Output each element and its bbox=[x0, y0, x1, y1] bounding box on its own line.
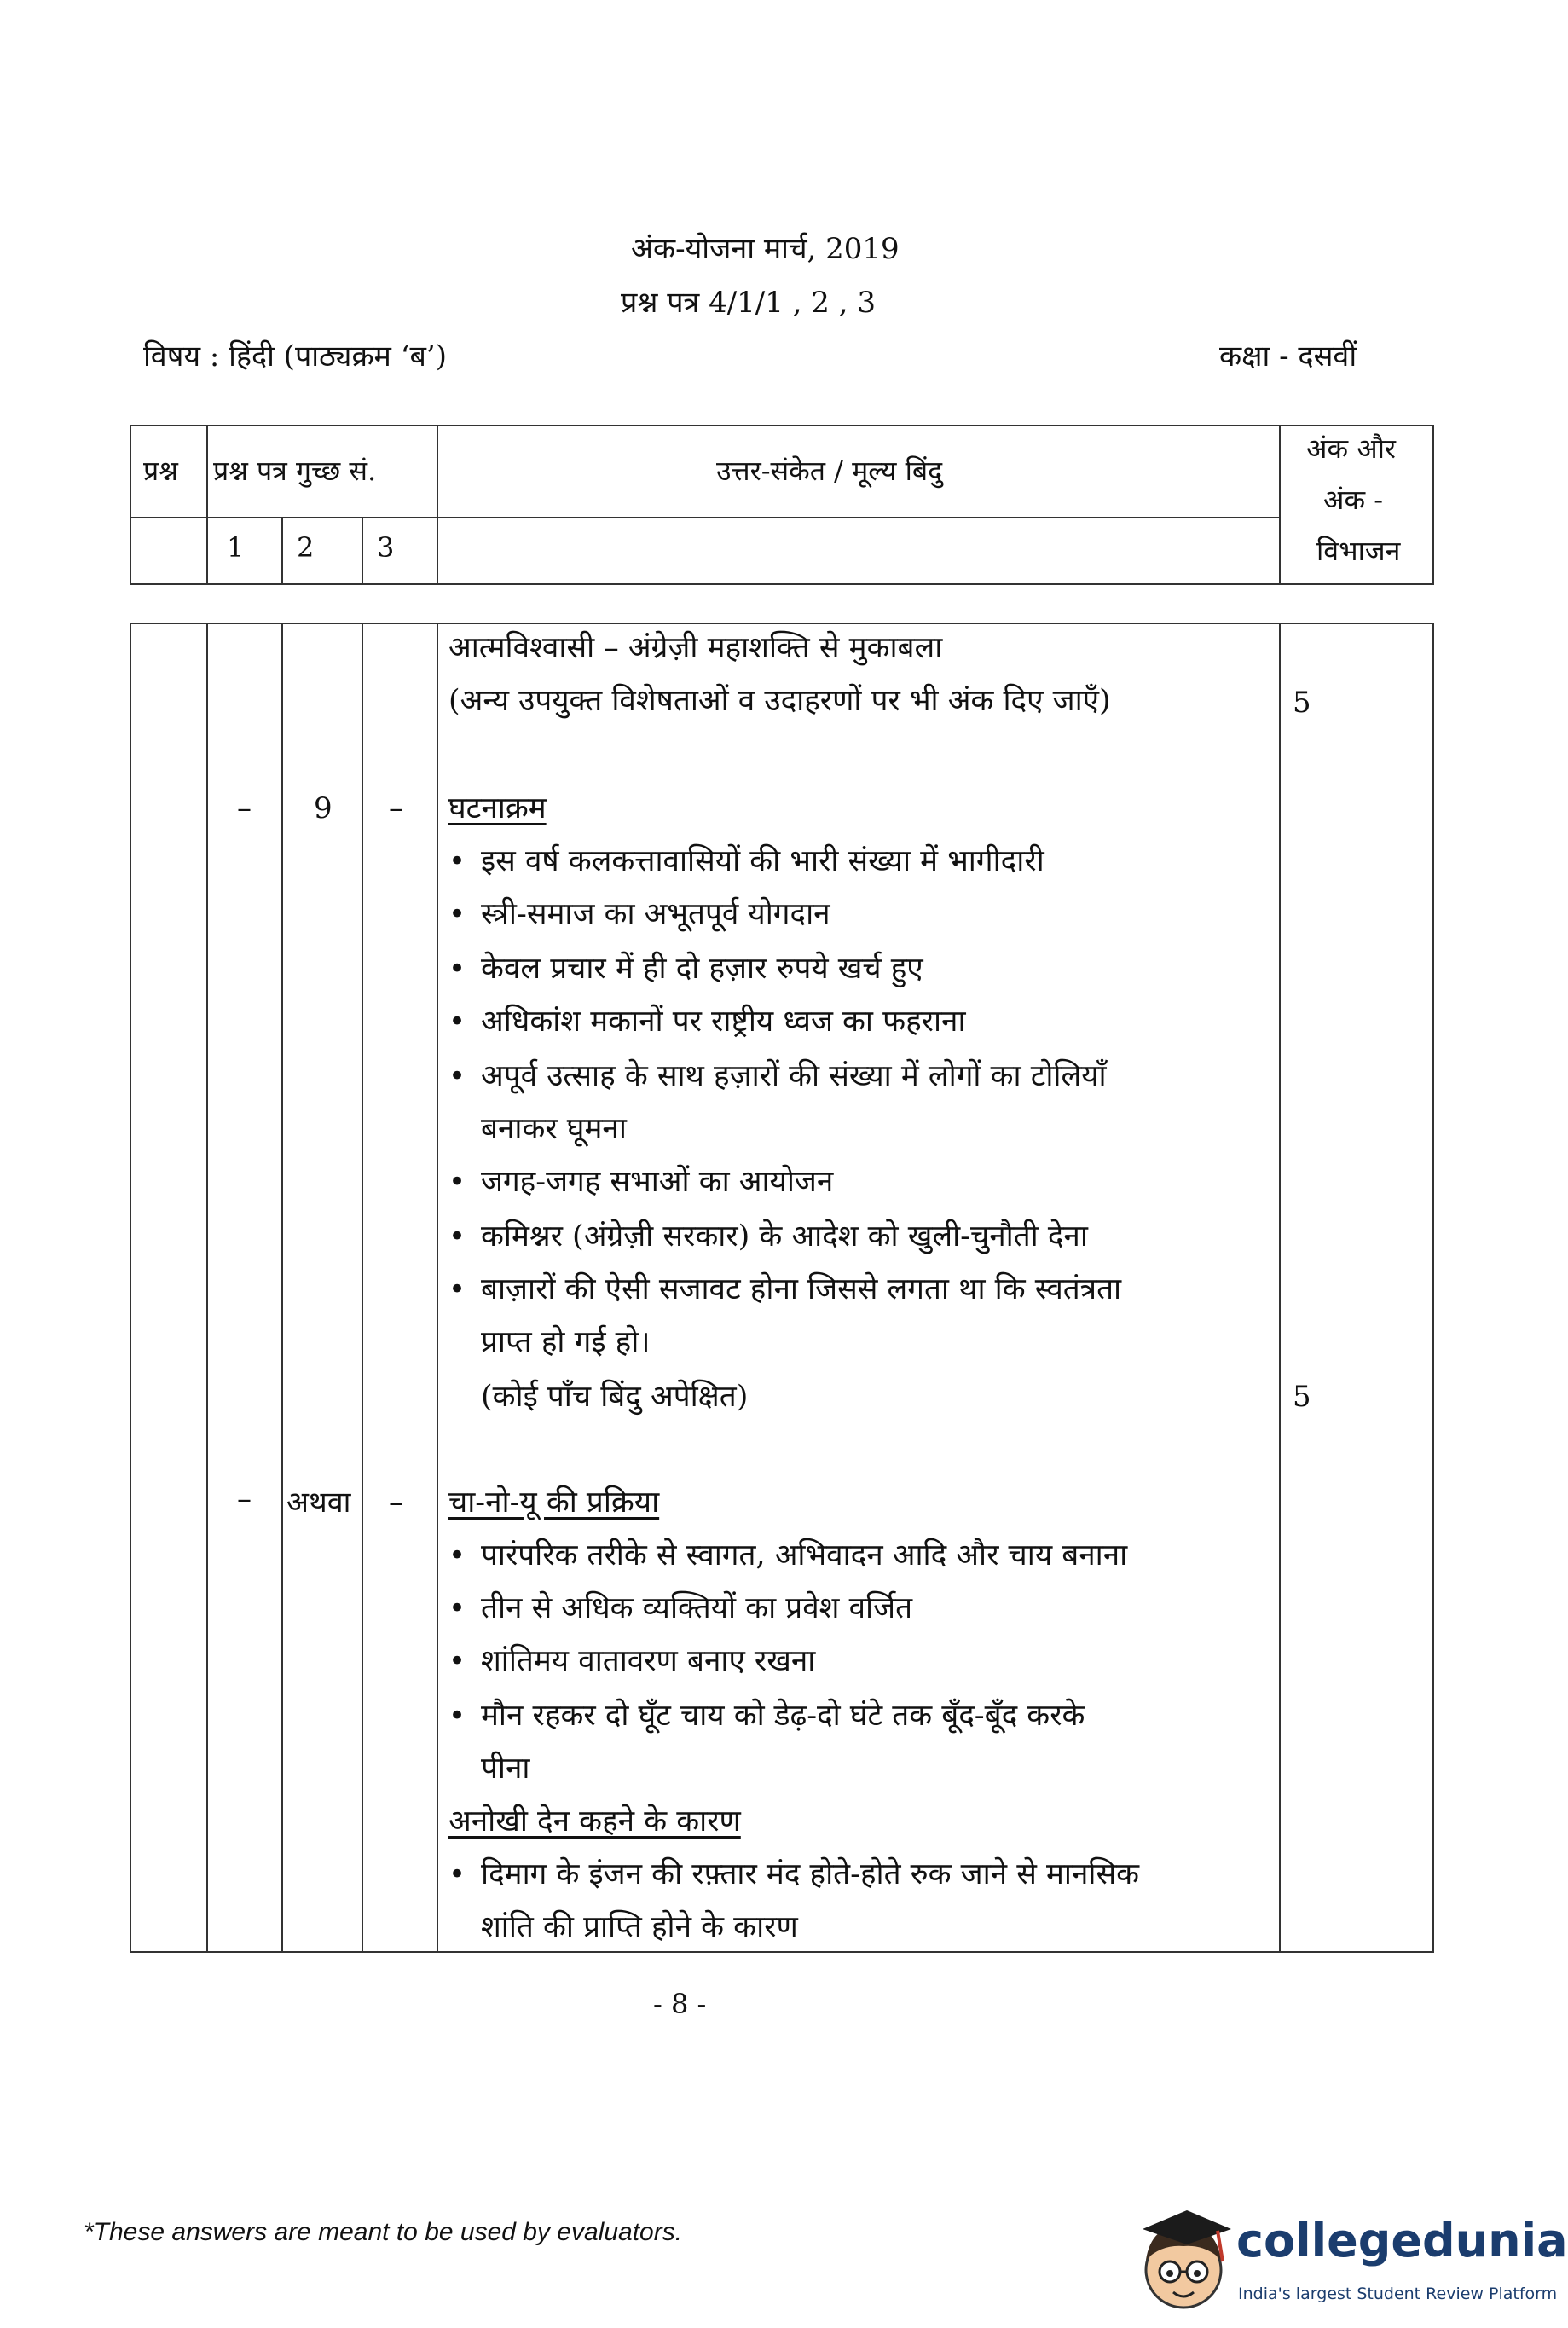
answer-line: आत्मविश्वासी – अंग्रेज़ी महाशक्ति से मुकाबला bbox=[448, 631, 943, 665]
divider bbox=[281, 518, 283, 583]
divider bbox=[1279, 624, 1281, 1951]
marks-value: 5 bbox=[1293, 1380, 1311, 1414]
divider bbox=[362, 518, 363, 583]
bullet-icon: • bbox=[448, 1591, 466, 1625]
divider bbox=[437, 426, 438, 583]
bullet-item-continued: प्राप्त हो गई हो। bbox=[481, 1325, 651, 1359]
set3-value: – bbox=[389, 791, 403, 825]
bullet-icon: • bbox=[448, 1538, 466, 1572]
col-header-set: प्रश्न पत्र गुच्छ सं. bbox=[213, 455, 377, 487]
col-header-marks-line2: अंक - bbox=[1323, 484, 1384, 516]
section-heading: अनोखी देन कहने के कारण bbox=[448, 1804, 741, 1839]
set1-value: – bbox=[237, 1482, 252, 1516]
bullet-item: केवल प्रचार में ही दो हज़ार रुपये खर्च हुए bbox=[481, 952, 923, 986]
bullet-item-continued: बनाकर घूमना bbox=[481, 1112, 627, 1146]
bullet-item: कमिश्नर (अंग्रेज़ी सरकार) के आदेश को खुली-चुनौती देना bbox=[481, 1219, 1088, 1254]
col-header-question: प्रश्न bbox=[143, 455, 178, 487]
bullet-icon: • bbox=[448, 1272, 466, 1306]
bullet-icon: • bbox=[448, 897, 466, 931]
bullet-icon: • bbox=[448, 1857, 466, 1891]
bullet-icon: • bbox=[448, 1219, 466, 1254]
bullet-icon: • bbox=[448, 1165, 466, 1199]
divider bbox=[1279, 426, 1281, 583]
set-number-1: 1 bbox=[227, 531, 245, 564]
bullet-icon: • bbox=[448, 1059, 466, 1093]
section-heading: चा-नो-यू की प्रक्रिया bbox=[448, 1485, 660, 1520]
divider bbox=[437, 624, 438, 1951]
bullet-item: अपूर्व उत्साह के साथ हज़ारों की संख्या में लोगों का टोलियाँ bbox=[481, 1059, 1107, 1093]
bullet-icon: • bbox=[448, 1005, 466, 1039]
section-heading: घटनाक्रम bbox=[448, 791, 547, 825]
paper-code: प्रश्न पत्र 4/1/1 , 2 , 3 bbox=[621, 286, 876, 320]
bullet-item-continued: शांति की प्राप्ति होने के कारण bbox=[481, 1910, 798, 1944]
bullet-item: बाज़ारों की ऐसी सजावट होना जिससे लगता था कि स्वतंत्रता bbox=[481, 1272, 1122, 1306]
set-number-2: 2 bbox=[297, 531, 315, 564]
subject-label: विषय : हिंदी (पाठ्यक्रम ‘ब’) bbox=[143, 339, 447, 374]
bullet-icon: • bbox=[448, 952, 466, 986]
set-number-3: 3 bbox=[377, 531, 395, 564]
divider bbox=[131, 517, 1279, 518]
bullet-item: शांतिमय वातावरण बनाए रखना bbox=[481, 1644, 816, 1678]
divider bbox=[206, 624, 208, 1951]
bullet-icon: • bbox=[448, 1644, 466, 1678]
col-header-marks-line3: विभाजन bbox=[1316, 535, 1401, 567]
bullet-item: जगह-जगह सभाओं का आयोजन bbox=[481, 1165, 834, 1199]
answer-note: (कोई पाँच बिंदु अपेक्षित) bbox=[481, 1380, 749, 1414]
bullet-icon: • bbox=[448, 1699, 466, 1733]
divider bbox=[281, 624, 283, 1951]
document-title: अंक-योजना मार्च, 2019 bbox=[631, 232, 900, 266]
answer-table bbox=[130, 623, 1434, 1953]
bullet-item: तीन से अधिक व्यक्तियों का प्रवेश वर्जित bbox=[481, 1591, 913, 1625]
question-number: 9 bbox=[314, 791, 333, 825]
logo-wordmark: collegedunia bbox=[1236, 2214, 1568, 2267]
bullet-item-continued: पीना bbox=[481, 1752, 530, 1786]
or-label: अथवा bbox=[286, 1485, 351, 1520]
header-table bbox=[130, 425, 1434, 585]
col-header-marks-line1: अंक और bbox=[1306, 432, 1397, 465]
answer-line: (अन्य उपयुक्त विशेषताओं व उदाहरणों पर भी अंक दिए जाएँ) bbox=[448, 684, 1111, 718]
bullet-item: अधिकांश मकानों पर राष्ट्रीय ध्वज का फहराना bbox=[481, 1005, 966, 1039]
col-header-answer: उत्तर-संकेत / मूल्य बिंदु bbox=[716, 455, 943, 487]
divider bbox=[206, 426, 208, 583]
bullet-item: पारंपरिक तरीके से स्वागत, अभिवादन आदि और चाय बनाना bbox=[481, 1538, 1128, 1572]
footer-note: *These answers are meant to be used by evaluators. bbox=[84, 2218, 683, 2246]
class-label: कक्षा - दसवीं bbox=[1219, 339, 1357, 374]
bullet-item: मौन रहकर दो घूँट चाय को डेढ़-दो घंटे तक बूँद-बूँद करके bbox=[481, 1699, 1085, 1733]
marks-value: 5 bbox=[1293, 686, 1311, 720]
bullet-item: इस वर्ष कलकत्तावासियों की भारी संख्या में भागीदारी bbox=[481, 844, 1044, 878]
mascot-icon bbox=[1134, 2200, 1236, 2325]
logo-tagline: India's largest Student Review Platform bbox=[1238, 2285, 1558, 2303]
set3-value: – bbox=[389, 1485, 403, 1520]
bullet-item: दिमाग के इंजन की रफ़्तार मंद होते-होते रुक जाने से मानसिक bbox=[481, 1857, 1140, 1891]
page-number: - 8 - bbox=[653, 1988, 707, 2020]
bullet-icon: • bbox=[448, 844, 466, 878]
collegedunia-logo bbox=[1134, 2200, 1568, 2325]
divider bbox=[362, 624, 363, 1951]
bullet-item: स्त्री-समाज का अभूतपूर्व योगदान bbox=[481, 897, 830, 931]
set1-value: – bbox=[237, 791, 252, 825]
